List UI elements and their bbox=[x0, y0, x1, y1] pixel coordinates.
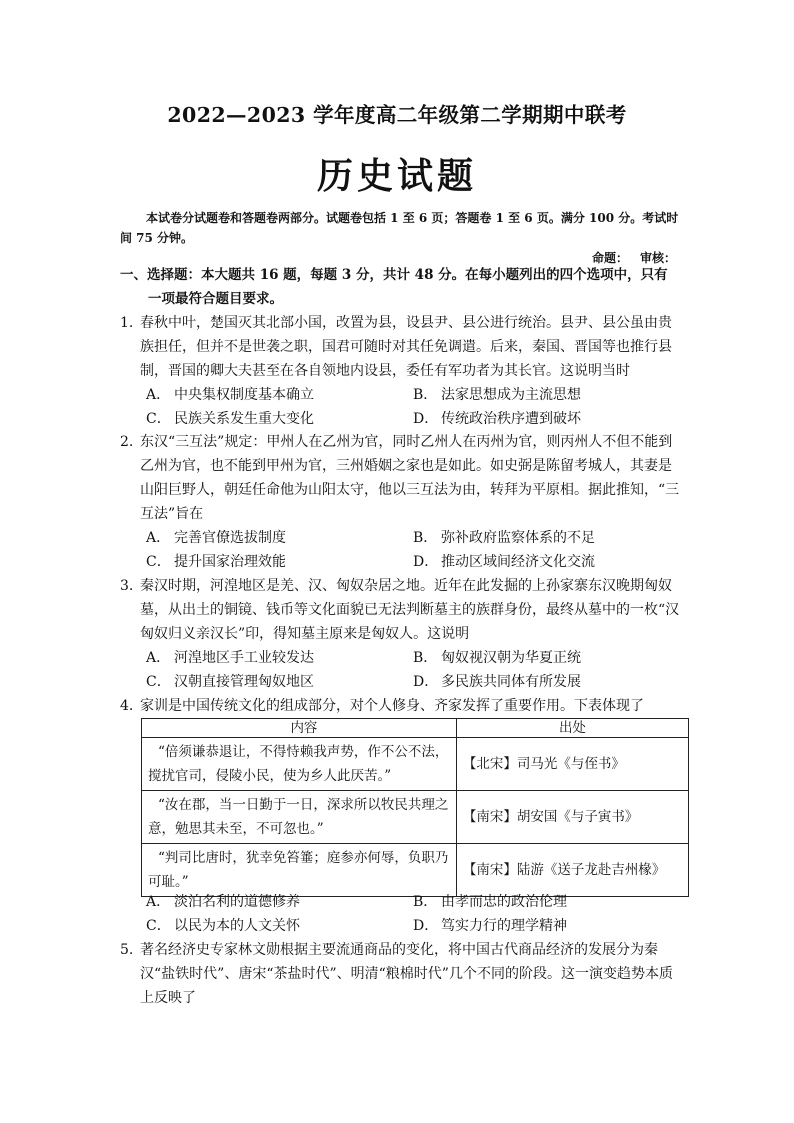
question-stem bbox=[120, 694, 680, 718]
exam-instructions: 本试卷分试题卷和答题卷两部分。试题卷包括 1 至 6 页；答题卷 1 至 6 页。满分 100 分。考试时间 75 分钟。 bbox=[120, 211, 679, 245]
table-row bbox=[142, 791, 689, 844]
question-text: 秦汉时期，河湟地区是羌、汉、匈奴杂居之地。近年在此发掘的上孙家寨东汉晚期匈奴墓，从出土的铜镜、钱币等文化面貌已无法判断墓主的族群身份，最终从墓中的一枚“汉匈奴归义亲汉长”印，得知墓主原来是匈奴人。这说明 bbox=[140, 578, 680, 642]
question-4-options bbox=[120, 890, 680, 938]
question-stem bbox=[120, 430, 680, 526]
question-number: 2. bbox=[120, 434, 134, 450]
author-label: 命题： bbox=[591, 251, 628, 265]
question-text: 春秋中叶，楚国灭其北部小国，改置为县，设县尹、县公进行统治。县尹、县公虽由贵族担任，但并不是世袭之职，国君可随时对其任免调遣。后来，秦国、晋国等也推行县制，晋国的卿大夫甚至在各自领地内设县，委任有军功者为其长官。这说明当时 bbox=[140, 315, 672, 379]
option-d[interactable]: D． 笃实力行的理学精神 bbox=[413, 918, 567, 934]
option-c[interactable]: C． 民族关系发生重大变化 bbox=[146, 411, 314, 427]
subject-title: 历史试题 bbox=[316, 155, 477, 197]
question-1 bbox=[120, 311, 680, 431]
option-c[interactable]: C． 提升国家治理效能 bbox=[146, 554, 286, 570]
question-number: 5. bbox=[120, 942, 134, 958]
options bbox=[120, 646, 680, 694]
question-5 bbox=[120, 938, 680, 1010]
question-text: 家训是中国传统文化的组成部分，对个人修身、齐家发挥了重要作用。下表体现了 bbox=[140, 698, 644, 714]
question-4 bbox=[120, 694, 680, 718]
option-b[interactable]: B． 由孝而忠的政治伦理 bbox=[413, 894, 567, 910]
option-b[interactable]: B． 弥补政府监察体系的不足 bbox=[413, 530, 595, 546]
question-stem bbox=[120, 311, 680, 383]
quote-source-table bbox=[141, 718, 689, 897]
option-c[interactable]: C． 以民为本的人文关怀 bbox=[146, 918, 300, 934]
table-row bbox=[142, 844, 689, 897]
reviewer-label: 审核： bbox=[639, 251, 676, 265]
section-heading-line1: 一、选择题：本大题共 16 题，每题 3 分，共计 48 分。在每小题列出的四个选项中，只有 bbox=[120, 267, 668, 283]
question-number: 1. bbox=[120, 315, 134, 331]
exam-title: 2022—2023 学年度高二年级第二学期期中联考 bbox=[167, 103, 627, 127]
source-cell: 【南宋】胡安国《与子寅书》 bbox=[456, 791, 688, 844]
options bbox=[120, 383, 680, 431]
section-heading bbox=[120, 263, 680, 311]
option-a[interactable]: A． 中央集权制度基本确立 bbox=[146, 387, 314, 403]
question-number: 4. bbox=[120, 698, 134, 714]
option-b[interactable]: B． 匈奴视汉朝为华夏正统 bbox=[413, 650, 581, 666]
quote-cell: “汝在郡，当一日勤于一日，深求所以牧民共理之意，勉思其未至，不可忽也。” bbox=[142, 791, 457, 844]
option-a[interactable]: A． 完善官僚选拔制度 bbox=[146, 530, 286, 546]
option-a[interactable]: A． 淡泊名利的道德修养 bbox=[146, 894, 300, 910]
options bbox=[120, 890, 680, 938]
table-row bbox=[142, 738, 689, 791]
source-cell: 【南宋】陆游《送子龙赴吉州椽》 bbox=[456, 844, 688, 897]
quote-cell: “倍须谦恭退让，不得恃赖我声势，作不公不法，搅扰官司，侵陵小民，使为乡人此厌苦。” bbox=[142, 738, 457, 791]
option-b[interactable]: B． 法家思想成为主流思想 bbox=[413, 387, 581, 403]
option-d[interactable]: D． 多民族共同体有所发展 bbox=[413, 674, 581, 690]
question-3 bbox=[120, 574, 680, 694]
option-c[interactable]: C． 汉朝直接管理匈奴地区 bbox=[146, 674, 314, 690]
question-text: 东汉“三互法”规定：甲州人在乙州为官，同时乙州人在丙州为官，则丙州人不但不能到乙州为官，也不能到甲州为官，三州婚姻之家也是如此。如史弼是陈留考城人，其妻是山阳巨野人，朝廷任命他为山阳太守，他以三互法为由，转拜为平原相。据此推知，“三互法”旨在 bbox=[140, 434, 680, 522]
question-stem bbox=[120, 938, 680, 1010]
options bbox=[120, 526, 680, 574]
source-cell: 【北宋】司马光《与侄书》 bbox=[456, 738, 688, 791]
column-header-source: 出处 bbox=[456, 719, 688, 738]
question-2 bbox=[120, 430, 680, 574]
question-text: 著名经济史专家林文勋根据主要流通商品的变化，将中国古代商品经济的发展分为秦汉“盐铁时代”、唐宋“茶盐时代”、明清“粮棉时代”几个不同的阶段。这一演变趋势本质上反映了 bbox=[140, 942, 673, 1006]
option-a[interactable]: A． 河湟地区手工业较发达 bbox=[146, 650, 314, 666]
quote-cell: “判司比唐时，犹幸免笞箠；庭参亦何辱，负职乃可耻。” bbox=[142, 844, 457, 897]
question-number: 3. bbox=[120, 578, 134, 594]
column-header-content: 内容 bbox=[142, 719, 457, 738]
option-d[interactable]: D． 推动区域间经济文化交流 bbox=[413, 554, 595, 570]
question-stem bbox=[120, 574, 680, 646]
table-header-row bbox=[142, 719, 689, 738]
option-d[interactable]: D． 传统政治秩序遭到破坏 bbox=[413, 411, 581, 427]
section-heading-line2: 一项最符合题目要求。 bbox=[148, 291, 283, 307]
